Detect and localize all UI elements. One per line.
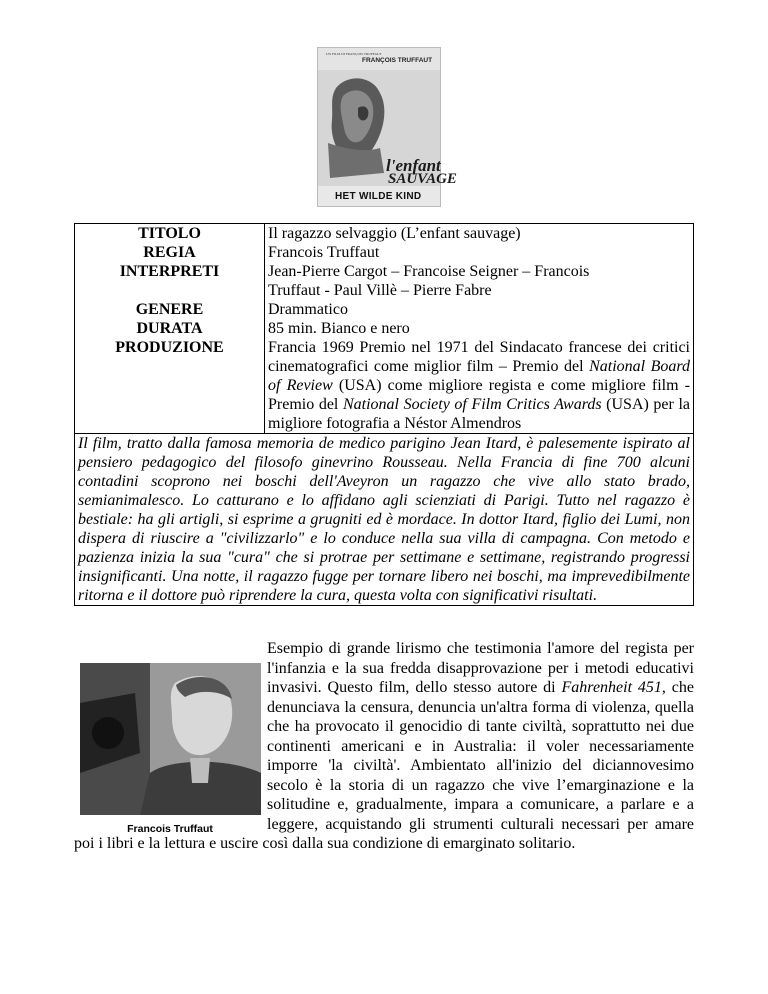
synopsis-cell	[75, 434, 694, 606]
essay-text-1: Esempio di grande lirismo che testimonia l'amore del regista per l'infanzia e la sua fredda disapprovazione per i metodi educativi invasivi. Questo film, dello stesso autore di	[267, 640, 694, 696]
produzione-label: PRODUZIONE	[115, 339, 224, 356]
poster-title-line3: HET WILDE KIND	[335, 191, 422, 202]
essay-fahrenheit: Fahrenheit 451	[561, 679, 662, 696]
poster-director: FRANÇOIS TRUFFAUT	[362, 57, 433, 64]
titolo-value: Il ragazzo selvaggio (L’enfant sauvage)	[268, 225, 521, 242]
regia-label: REGIA	[143, 244, 196, 261]
interpreti-value-line2: Truffaut - Paul Villè – Pierre Fabre	[268, 282, 492, 299]
poster-title-line2: SAUVAGE	[388, 171, 457, 187]
produzione-value	[268, 338, 690, 433]
interpreti-label: INTERPRETI	[119, 263, 220, 280]
essay-paragraph	[74, 639, 694, 854]
film-info-table	[74, 223, 694, 606]
info-values	[265, 224, 694, 434]
director-photo	[74, 663, 255, 833]
genere-value: Drammatico	[268, 301, 348, 318]
director-photo-image	[80, 663, 261, 815]
produzione-award-2: National Society of Film Critics Awards	[342, 396, 602, 413]
produzione-text-3: (USA) per la migliore fotografia a Néstor Almendros	[268, 396, 691, 432]
produzione-text-2: (USA) come migliore regista e come migliore film - Premio del	[268, 377, 691, 413]
poster-top-line: UN FILM DI FRANÇOIS TRUFFAUT	[326, 52, 382, 56]
produzione-award-1: National Board of Review	[268, 358, 690, 394]
produzione-text-1: Francia 1969 Premio nel 1971 del Sindacato francese dei critici cinematografici come miglior film – Premio del	[268, 339, 690, 375]
synopsis-text: Il film, tratto dalla famosa memoria de medico parigino Jean Itard, è palesemente ispirato al pensiero pedagogico del filosofo ginevrino Rousseau. Nella Francia di fine 700 alcuni contadini scoprono nei boschi dell'Aveyron un ragazzo che vive allo stato brado, semianimalesco. Lo catturano e lo affidano agli scienziati di Parigi. Tutto nel ragazzo è bestiale: ha gli artigli, si esprime a grugniti ed è mordace. In dottor Itard, figlio dei Lumi, non dispera di riuscire a "civilizzarlo" e lo conduce nella sua villa di campagna. Con metodo e pazienza inizia la sua "cura" che si protrae per settimane e settimane, registrando progressi insignificanti. Una notte, il ragazzo fugge per tornare libero nei boschi, ma imprevedibilmente ritorna e il dottore può riprendere la cura, questa volta con significativi risultati.	[78, 435, 690, 604]
durata-value: 85 min. Bianco e nero	[268, 320, 410, 337]
durata-label: DURATA	[136, 320, 203, 337]
titolo-label: TITOLO	[138, 225, 201, 242]
photo-caption: Francois Truffaut	[127, 823, 213, 835]
movie-poster	[317, 47, 457, 207]
regia-value: Francois Truffaut	[268, 244, 380, 261]
info-labels	[75, 224, 265, 434]
poster-title-line1: l'enfant	[386, 156, 441, 175]
essay-text-2: , che denunciava la censura, denuncia un'altra forma di violenza, quella che ha provocato il genocidio di tante civiltà, soprattutto nei due continenti americani e in Australia: il voler necessariamente imporre 'la civiltà'. Ambientato all'inizio del diciannovesimo secolo è la storia di un ragazzo che vive l’emarginazione e la solitudine e, gradualmente, impara a comunicare, a parlare e a leggere, acquistando gli strumenti culturali necessari per amare poi i libri e la lettura e uscire così dalla sua condizione di emarginato solitario.	[74, 679, 695, 852]
genere-label: GENERE	[135, 301, 204, 318]
interpreti-value-line1: Jean-Pierre Cargot – Francoise Seigner – Francois	[268, 263, 590, 280]
